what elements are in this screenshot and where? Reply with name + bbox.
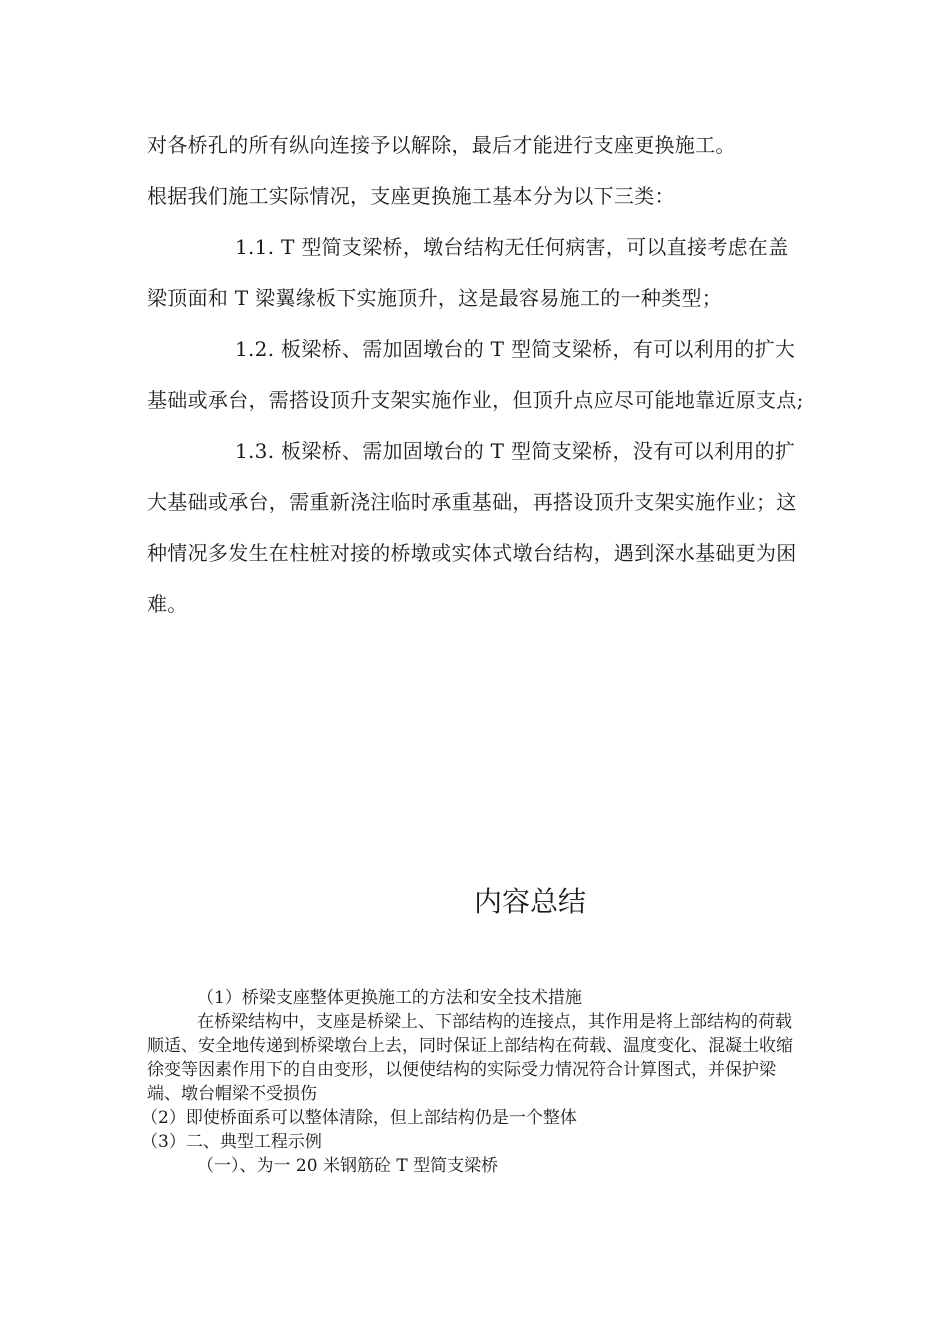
summary-item-3-sub: （一）、为一 20 米钢筋砼 T 型简支梁桥 bbox=[197, 1156, 499, 1176]
paragraph-2: 根据我们施工实际情况，支座更换施工基本分为以下三类： bbox=[147, 184, 675, 208]
summary-block bbox=[141, 986, 802, 1178]
summary-item-3: （3）二、典型工程示例 bbox=[141, 1132, 322, 1152]
summary-item-1: （1）桥梁支座整体更换施工的方法和安全技术措施 bbox=[197, 988, 582, 1008]
paragraph-1: 对各桥孔的所有纵向连接予以解除，最后才能进行支座更换施工。 bbox=[147, 133, 736, 157]
summary-title: 内容总结 bbox=[473, 885, 586, 918]
summary-item-1-body: 在桥梁结构中，支座是桥梁上、下部结构的连接点，其作用是将上部结构的荷载顺适、安全地传递到桥梁墩台上去，同时保证上部结构在荷载、温度变化、混凝土收缩徐变等因素作用下的自由变形，以便使结构的实际受力情况符合计算图式，并保护梁端、墩台帽梁不受损伤 bbox=[147, 1012, 793, 1104]
paragraph-item-1-2: 1.2. 板梁桥、需加固墩台的 T 型简支梁桥，有可以利用的扩大基础或承台，需搭设顶升支架实施作业，但顶升点应尽可能地靠近原支点; bbox=[147, 337, 804, 412]
paragraph-item-1-3: 1.3. 板梁桥、需加固墩台的 T 型简支梁桥，没有可以利用的扩大基础或承台，需重新浇注临时承重基础，再搭设顶升支架实施作业；这种情况多发生在柱桩对接的桥墩或实体式墩台结构，遇到深水基础更为困难。 bbox=[147, 439, 797, 616]
body-text bbox=[147, 120, 807, 630]
summary-item-2: （2）即使桥面系可以整体清除，但上部结构仍是一个整体 bbox=[141, 1108, 577, 1128]
paragraph-item-1-1: 1.1. T 型简支梁桥，墩台结构无任何病害，可以直接考虑在盖梁顶面和 T 梁翼缘板下实施顶升，这是最容易施工的一种类型； bbox=[147, 235, 789, 310]
